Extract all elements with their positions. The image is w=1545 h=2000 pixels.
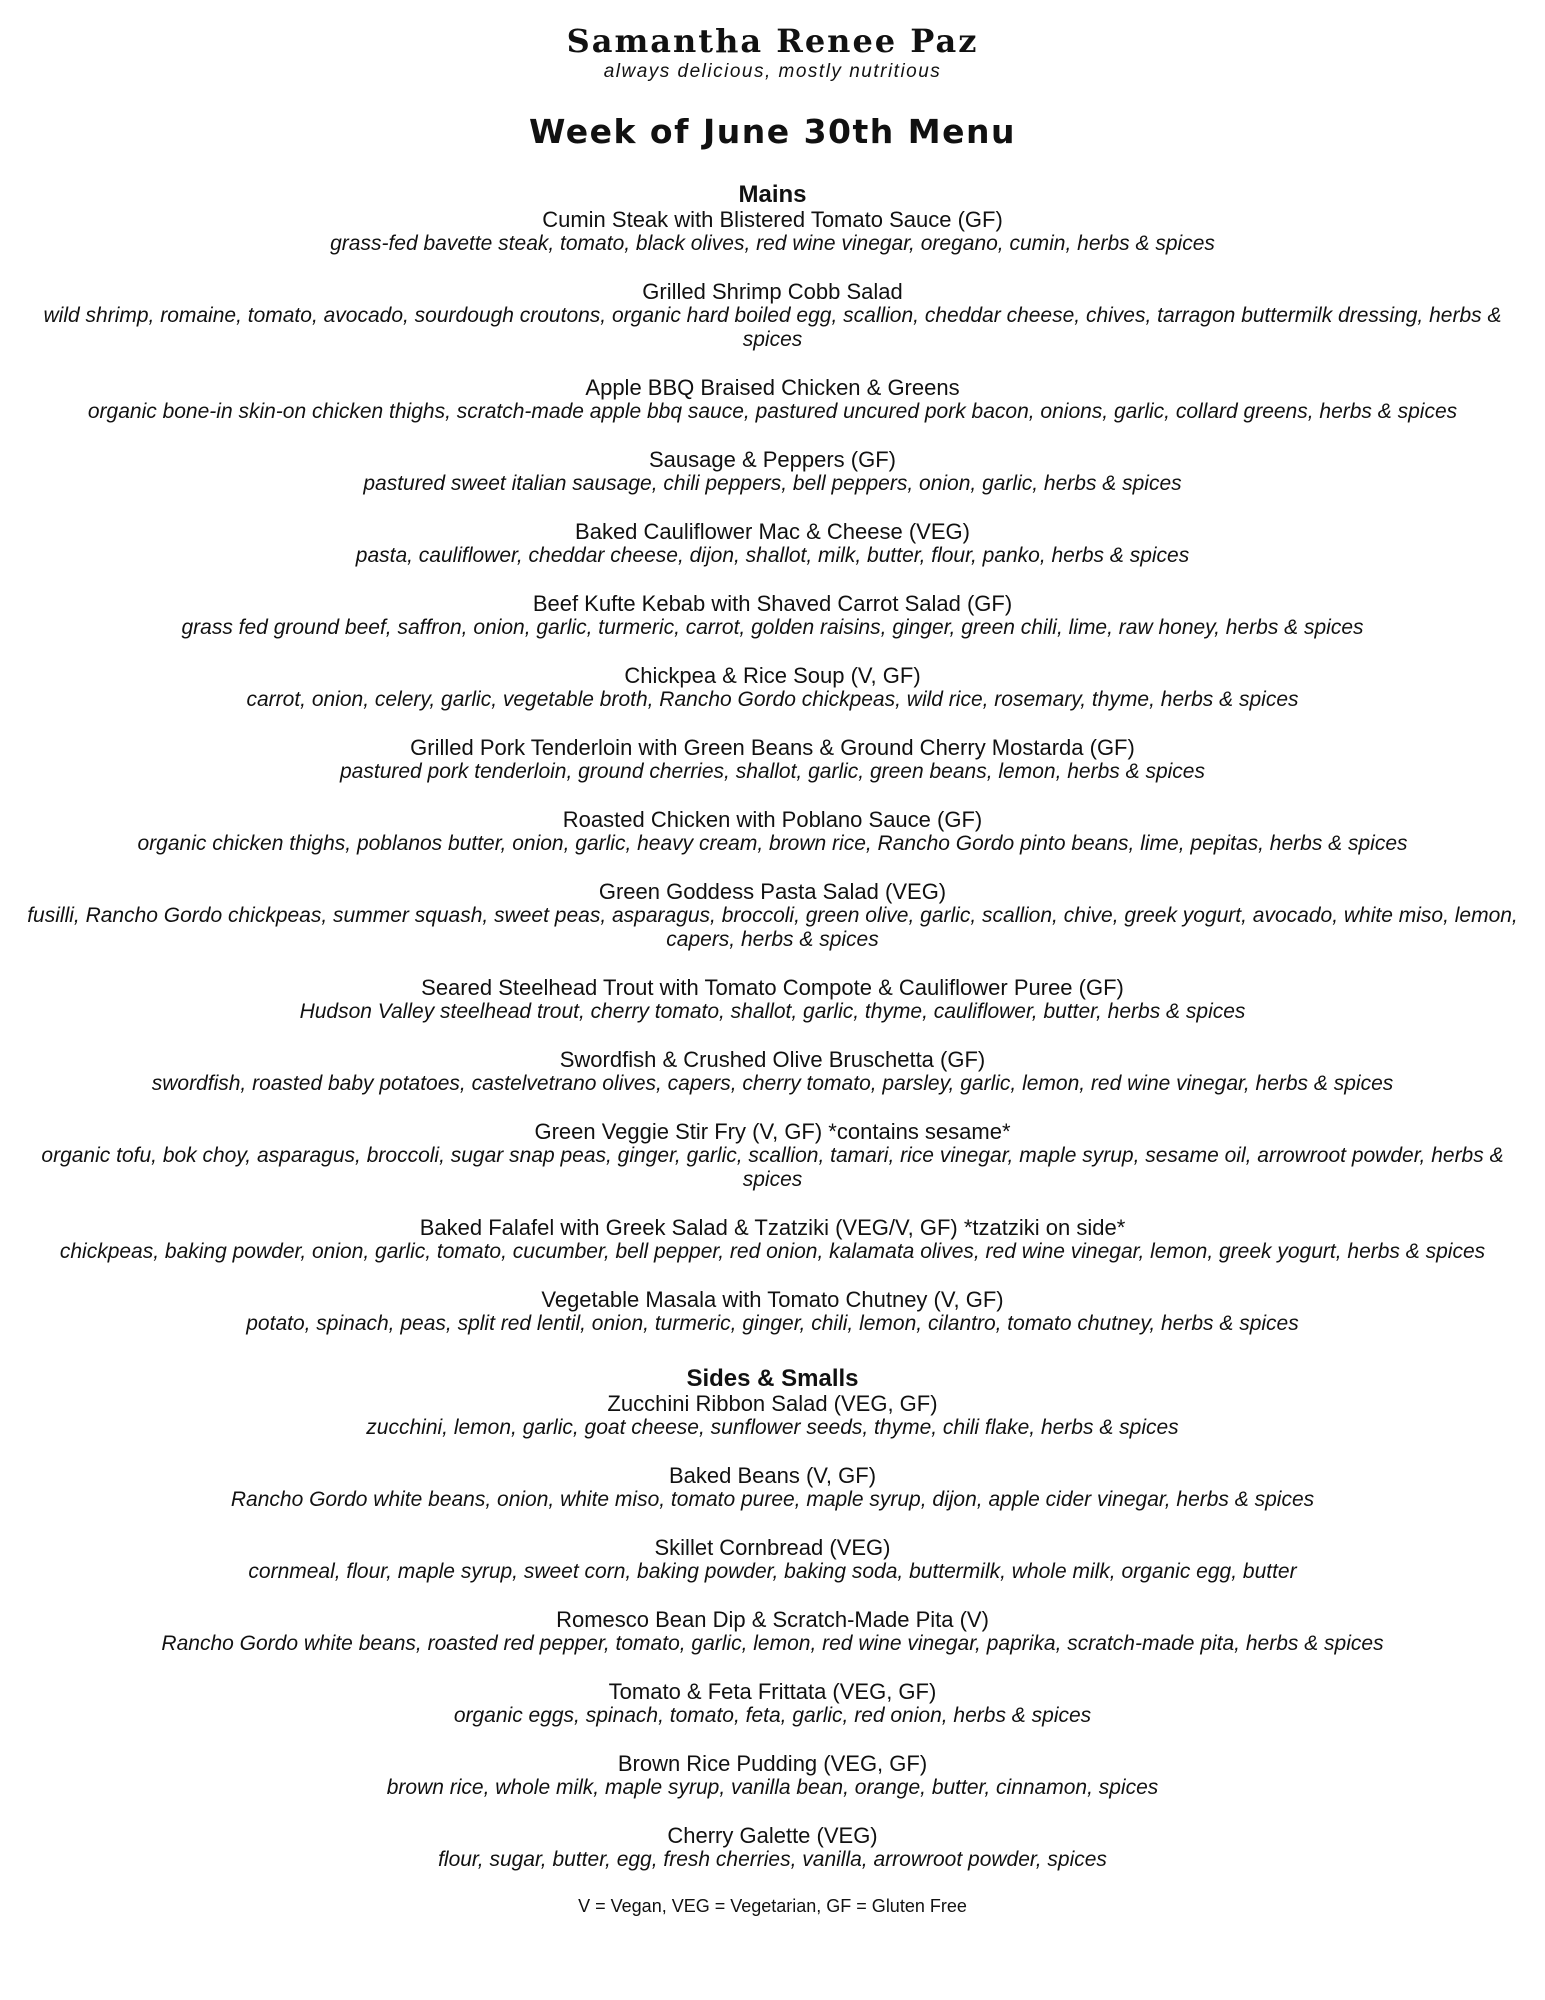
menu-item-ingredients: zucchini, lemon, garlic, goat cheese, sunflower seeds, thyme, chili flake, herbs & spices xyxy=(366,1416,1179,1439)
menu-item xyxy=(0,279,1545,352)
menu-item xyxy=(0,375,1545,424)
menu-item-name: Baked Falafel with Greek Salad & Tzatziki (VEG/V, GF) *tzatziki on side* xyxy=(419,1215,1126,1240)
menu-item xyxy=(0,735,1545,784)
menu-item xyxy=(0,1751,1545,1800)
menu-item-name: Cherry Galette (VEG) xyxy=(667,1823,878,1848)
menu-item-ingredients: pasta, cauliflower, cheddar cheese, dijon, shallot, milk, butter, flour, panko, herbs & spices xyxy=(355,544,1190,567)
menu-item-name: Beef Kufte Kebab with Shaved Carrot Salad (GF) xyxy=(532,591,1013,616)
menu-item-name: Tomato & Feta Frittata (VEG, GF) xyxy=(608,1679,937,1704)
menu-item-name: Grilled Shrimp Cobb Salad xyxy=(642,279,903,304)
menu-item xyxy=(0,975,1545,1024)
menu-item-name: Zucchini Ribbon Salad (VEG, GF) xyxy=(607,1391,938,1416)
menu-item-ingredients: organic bone-in skin-on chicken thighs, scratch-made apple bbq sauce, pastured uncured pork bacon, onions, garlic, collard greens, herbs & spices xyxy=(87,400,1458,423)
menu-item-name: Sausage & Peppers (GF) xyxy=(648,447,896,472)
menu-item-ingredients: Rancho Gordo white beans, onion, white miso, tomato puree, maple syrup, dijon, apple cider vinegar, herbs & spices xyxy=(230,1488,1315,1511)
menu-item-name: Green Goddess Pasta Salad (VEG) xyxy=(598,879,947,904)
menu-item-ingredients: grass fed ground beef, saffron, onion, garlic, turmeric, carrot, golden raisins, ginger, green chili, lime, raw honey, herbs & spices xyxy=(181,616,1364,639)
mains-section xyxy=(0,182,1545,1336)
menu-item-ingredients: pastured pork tenderloin, ground cherries, shallot, garlic, green beans, lemon, herbs & spices xyxy=(340,760,1205,783)
menu-item xyxy=(0,1607,1545,1656)
menu-item xyxy=(0,591,1545,640)
sides-section xyxy=(0,1366,1545,1872)
mains-heading: Mains xyxy=(738,181,807,208)
menu-item-ingredients: chickpeas, baking powder, onion, garlic, tomato, cucumber, bell pepper, red onion, kalamata olives, red wine vinegar, lemon, greek yogurt, herbs & spices xyxy=(59,1240,1486,1263)
menu-item xyxy=(0,663,1545,712)
menu-item-name: Brown Rice Pudding (VEG, GF) xyxy=(617,1751,928,1776)
menu-item-name: Cumin Steak with Blistered Tomato Sauce (GF) xyxy=(542,207,1003,232)
menu-item-ingredients: pastured sweet italian sausage, chili peppers, bell peppers, onion, garlic, herbs & spices xyxy=(363,472,1182,495)
menu-item xyxy=(0,1215,1545,1264)
menu-item-name: Romesco Bean Dip & Scratch-Made Pita (V) xyxy=(556,1607,989,1632)
menu-item-ingredients: wild shrimp, romaine, tomato, avocado, sourdough croutons, organic hard boiled egg, scallion, cheddar cheese, chives, tarragon buttermilk dressing, herbs & spices xyxy=(43,304,1502,351)
menu-item-name: Swordfish & Crushed Olive Bruschetta (GF) xyxy=(559,1047,986,1072)
menu-item xyxy=(0,447,1545,496)
menu-item xyxy=(0,519,1545,568)
menu-item-ingredients: organic eggs, spinach, tomato, feta, garlic, red onion, herbs & spices xyxy=(453,1704,1092,1727)
menu-item-ingredients: cornmeal, flour, maple syrup, sweet corn, baking powder, baking soda, buttermilk, whole milk, organic egg, butter xyxy=(248,1560,1297,1583)
menu-item-name: Green Veggie Stir Fry (V, GF) *contains sesame* xyxy=(534,1119,1011,1144)
menu-item-name: Vegetable Masala with Tomato Chutney (V, GF) xyxy=(541,1287,1004,1312)
menu-item xyxy=(0,1463,1545,1512)
menu-item-ingredients: grass-fed bavette steak, tomato, black olives, red wine vinegar, oregano, cumin, herbs & spices xyxy=(330,232,1215,255)
menu-item xyxy=(0,1119,1545,1192)
menu-item-name: Roasted Chicken with Poblano Sauce (GF) xyxy=(562,807,983,832)
menu-item xyxy=(0,807,1545,856)
menu-header xyxy=(0,0,1545,152)
dietary-legend: V = Vegan, VEG = Vegetarian, GF = Gluten Free xyxy=(578,1896,967,1916)
menu-item-ingredients: carrot, onion, celery, garlic, vegetable broth, Rancho Gordo chickpeas, wild rice, rosemary, thyme, herbs & spices xyxy=(246,688,1299,711)
sides-heading: Sides & Smalls xyxy=(686,1365,859,1392)
menu-item-name: Baked Beans (V, GF) xyxy=(668,1463,877,1488)
menu-item-ingredients: fusilli, Rancho Gordo chickpeas, summer squash, sweet peas, asparagus, broccoli, green olive, garlic, scallion, chive, greek yogurt, avocado, white miso, lemon, capers, herbs & spices xyxy=(27,904,1518,951)
menu-item-ingredients: swordfish, roasted baby potatoes, castelvetrano olives, capers, cherry tomato, parsley, garlic, lemon, red wine vinegar, herbs & spices xyxy=(151,1072,1394,1095)
menu-item xyxy=(0,879,1545,952)
menu-item xyxy=(0,1047,1545,1096)
menu-item-name: Seared Steelhead Trout with Tomato Compote & Cauliflower Puree (GF) xyxy=(421,975,1124,1000)
menu-item xyxy=(0,1535,1545,1584)
menu-item-name: Grilled Pork Tenderloin with Green Beans & Ground Cherry Mostarda (GF) xyxy=(410,735,1135,760)
mains-list xyxy=(0,207,1545,1336)
menu-item xyxy=(0,1391,1545,1440)
menu-item-name: Baked Cauliflower Mac & Cheese (VEG) xyxy=(575,519,970,544)
menu-item-name: Apple BBQ Braised Chicken & Greens xyxy=(585,375,960,400)
menu-item xyxy=(0,1287,1545,1336)
menu-item-ingredients: flour, sugar, butter, egg, fresh cherries, vanilla, arrowroot powder, spices xyxy=(438,1848,1107,1871)
menu-title: Week of June 30th Menu xyxy=(529,112,1016,151)
menu-item-name: Chickpea & Rice Soup (V, GF) xyxy=(624,663,921,688)
menu-item-ingredients: organic chicken thighs, poblanos butter, onion, garlic, heavy cream, brown rice, Rancho Gordo pinto beans, lime, pepitas, herbs & spices xyxy=(137,832,1408,855)
menu-item-name: Skillet Cornbread (VEG) xyxy=(654,1535,891,1560)
menu-item-ingredients: organic tofu, bok choy, asparagus, broccoli, sugar snap peas, ginger, garlic, scallion, tamari, rice vinegar, maple syrup, sesame oil, arrowroot powder, herbs & spices xyxy=(41,1144,1504,1191)
sides-list xyxy=(0,1391,1545,1872)
menu-item-ingredients: Hudson Valley steelhead trout, cherry tomato, shallot, garlic, thyme, cauliflower, butter, herbs & spices xyxy=(299,1000,1246,1023)
brand-name: Samantha Renee Paz xyxy=(566,22,979,60)
menu-item-ingredients: potato, spinach, peas, split red lentil, onion, turmeric, ginger, chili, lemon, cilantro, tomato chutney, herbs & spices xyxy=(246,1312,1299,1335)
menu-item xyxy=(0,207,1545,256)
menu-item xyxy=(0,1679,1545,1728)
menu-item-ingredients: brown rice, whole milk, maple syrup, vanilla bean, orange, butter, cinnamon, spices xyxy=(386,1776,1159,1799)
brand-tagline: always delicious, mostly nutritious xyxy=(603,61,942,82)
menu-item-ingredients: Rancho Gordo white beans, roasted red pepper, tomato, garlic, lemon, red wine vinegar, paprika, scratch-made pita, herbs & spices xyxy=(161,1632,1384,1655)
menu-item xyxy=(0,1823,1545,1872)
